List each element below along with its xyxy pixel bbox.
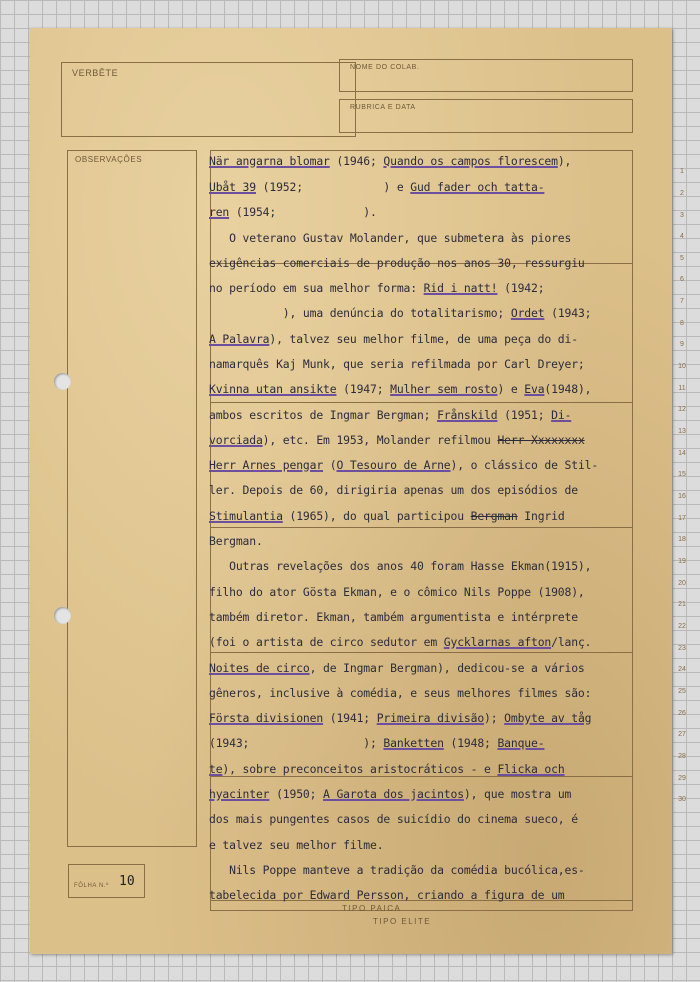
text-line: tabelecida por Edward Persson, criando a figura de um — [209, 888, 565, 902]
line-number: 4 — [680, 233, 684, 240]
line-number: 19 — [678, 558, 686, 565]
text-line: filho do ator Gösta Ekman, e o cômico Nils Poppe (1908), — [209, 585, 585, 599]
line-number: 1 — [680, 168, 684, 175]
text-line: (1943; ); Banketten (1948; Banque- — [209, 736, 545, 750]
line-number: 8 — [680, 320, 684, 327]
text-line: também diretor. Ekman, também argumentista e intérprete — [209, 610, 578, 624]
line-number: 13 — [678, 428, 686, 435]
ruling-3 — [210, 527, 633, 528]
text-line: Stimulantia (1965), do qual participou Bergman Ingrid — [209, 509, 565, 523]
line-number: 3 — [680, 212, 684, 219]
line-number: 24 — [678, 666, 686, 673]
line-number: 9 — [680, 341, 684, 348]
line-number: 22 — [678, 623, 686, 630]
text-line: O veterano Gustav Molander, que submetera às piores — [209, 231, 572, 245]
text-line: Kvinna utan ansikte (1947; Mulher sem rosto) e Eva(1948), — [209, 382, 592, 396]
line-number: 12 — [678, 406, 686, 413]
text-line: dos mais pungentes casos de suicídio do cinema sueco, é — [209, 812, 578, 826]
text-line: Noites de circo, de Ingmar Bergman), dedicou-se a vários — [209, 661, 585, 675]
line-number: 20 — [678, 580, 686, 587]
text-line: Bergman. — [209, 534, 263, 548]
line-number: 27 — [678, 731, 686, 738]
text-line: e talvez seu melhor filme. — [209, 838, 384, 852]
line-number: 10 — [678, 363, 686, 370]
text-line: te), sobre preconceitos aristocráticos - e Flicka och — [209, 762, 565, 776]
line-number: 17 — [678, 515, 686, 522]
rubrica-box — [339, 99, 633, 133]
line-number: 30 — [678, 796, 686, 803]
text-line: namarquês Kaj Munk, que seria refilmada por Carl Dreyer; — [209, 357, 585, 371]
text-line: A Palavra), talvez seu melhor filme, de uma peça do di- — [209, 332, 578, 346]
text-line: ), uma denúncia do totalitarismo; Ordet (1943; — [209, 306, 592, 320]
text-line: Herr Arnes pengar (O Tesouro de Arne), o clássico de Stil- — [209, 458, 599, 472]
line-number: 21 — [678, 601, 686, 608]
line-number: 14 — [678, 450, 686, 457]
observacoes-box — [67, 150, 197, 847]
folha-box — [68, 864, 145, 898]
ruling-4 — [210, 652, 633, 653]
text-line: (foi o artista de circo sedutor em Gycklarnas afton/lanç. — [209, 635, 592, 649]
colab-box — [339, 59, 633, 92]
line-number: 6 — [680, 276, 684, 283]
text-line: ren (1954; ). — [209, 205, 377, 219]
line-number: 16 — [678, 493, 686, 500]
text-line: no período em sua melhor forma: Rid i natt! (1942; — [209, 281, 545, 295]
text-line: gêneros, inclusive à comédia, e seus melhores filmes são: — [209, 686, 592, 700]
folha-label: FÔLHA N.º — [74, 883, 109, 889]
text-line: Ubåt 39 (1952; ) e Gud fader och tatta- — [209, 180, 545, 194]
punch-hole-bottom — [54, 607, 71, 624]
text-line: vorciada), etc. Em 1953, Molander refilmou Herr Xxxxxxxx — [209, 433, 585, 447]
text-line: När angarna blomar (1946; Quando os campos florescem), — [209, 154, 572, 168]
line-number: 2 — [680, 190, 684, 197]
tipo-paica-label: TIPO PAICA — [342, 904, 402, 913]
text-line: Nils Poppe manteve a tradição da comédia bucólica,es- — [209, 863, 585, 877]
line-number: 28 — [678, 753, 686, 760]
line-number: 11 — [678, 385, 686, 392]
text-line: hyacinter (1950; A Garota dos jacintos), que mostra um — [209, 787, 572, 801]
rubrica-label: RUBRICA E DATA — [350, 104, 416, 111]
ruling-2 — [210, 402, 633, 403]
folha-number: 10 — [119, 874, 135, 889]
punch-hole-top — [54, 373, 71, 390]
line-number: 5 — [680, 255, 684, 262]
line-number: 15 — [678, 471, 686, 478]
line-number: 7 — [680, 298, 684, 305]
ruling-7 — [210, 910, 633, 911]
colab-label: NOME DO COLAB. — [350, 64, 420, 71]
ruling-5 — [210, 776, 633, 777]
line-number: 29 — [678, 775, 686, 782]
line-number: 23 — [678, 645, 686, 652]
observacoes-label: OBSERVAÇÕES — [75, 155, 143, 164]
text-line: exigências comerciais de produção nos anos 30, ressurgiu — [209, 256, 585, 270]
line-number: 26 — [678, 710, 686, 717]
line-number: 25 — [678, 688, 686, 695]
text-line: Outras revelações dos anos 40 foram Hasse Ekman(1915), — [209, 559, 592, 573]
text-frame-top — [210, 150, 633, 151]
tipo-elite-label: TIPO ELITE — [373, 917, 432, 926]
text-line: Första divisionen (1941; Primeira divisão); Ombyte av tåg — [209, 711, 592, 725]
text-line: ler. Depois de 60, dirigiria apenas um dos episódios de — [209, 483, 578, 497]
text-line: ambos escritos de Ingmar Bergman; Frånskild (1951; Di- — [209, 408, 572, 422]
verbete-label: VERBÊTE — [72, 68, 119, 78]
line-number: 18 — [678, 536, 686, 543]
verbete-box — [61, 62, 356, 137]
